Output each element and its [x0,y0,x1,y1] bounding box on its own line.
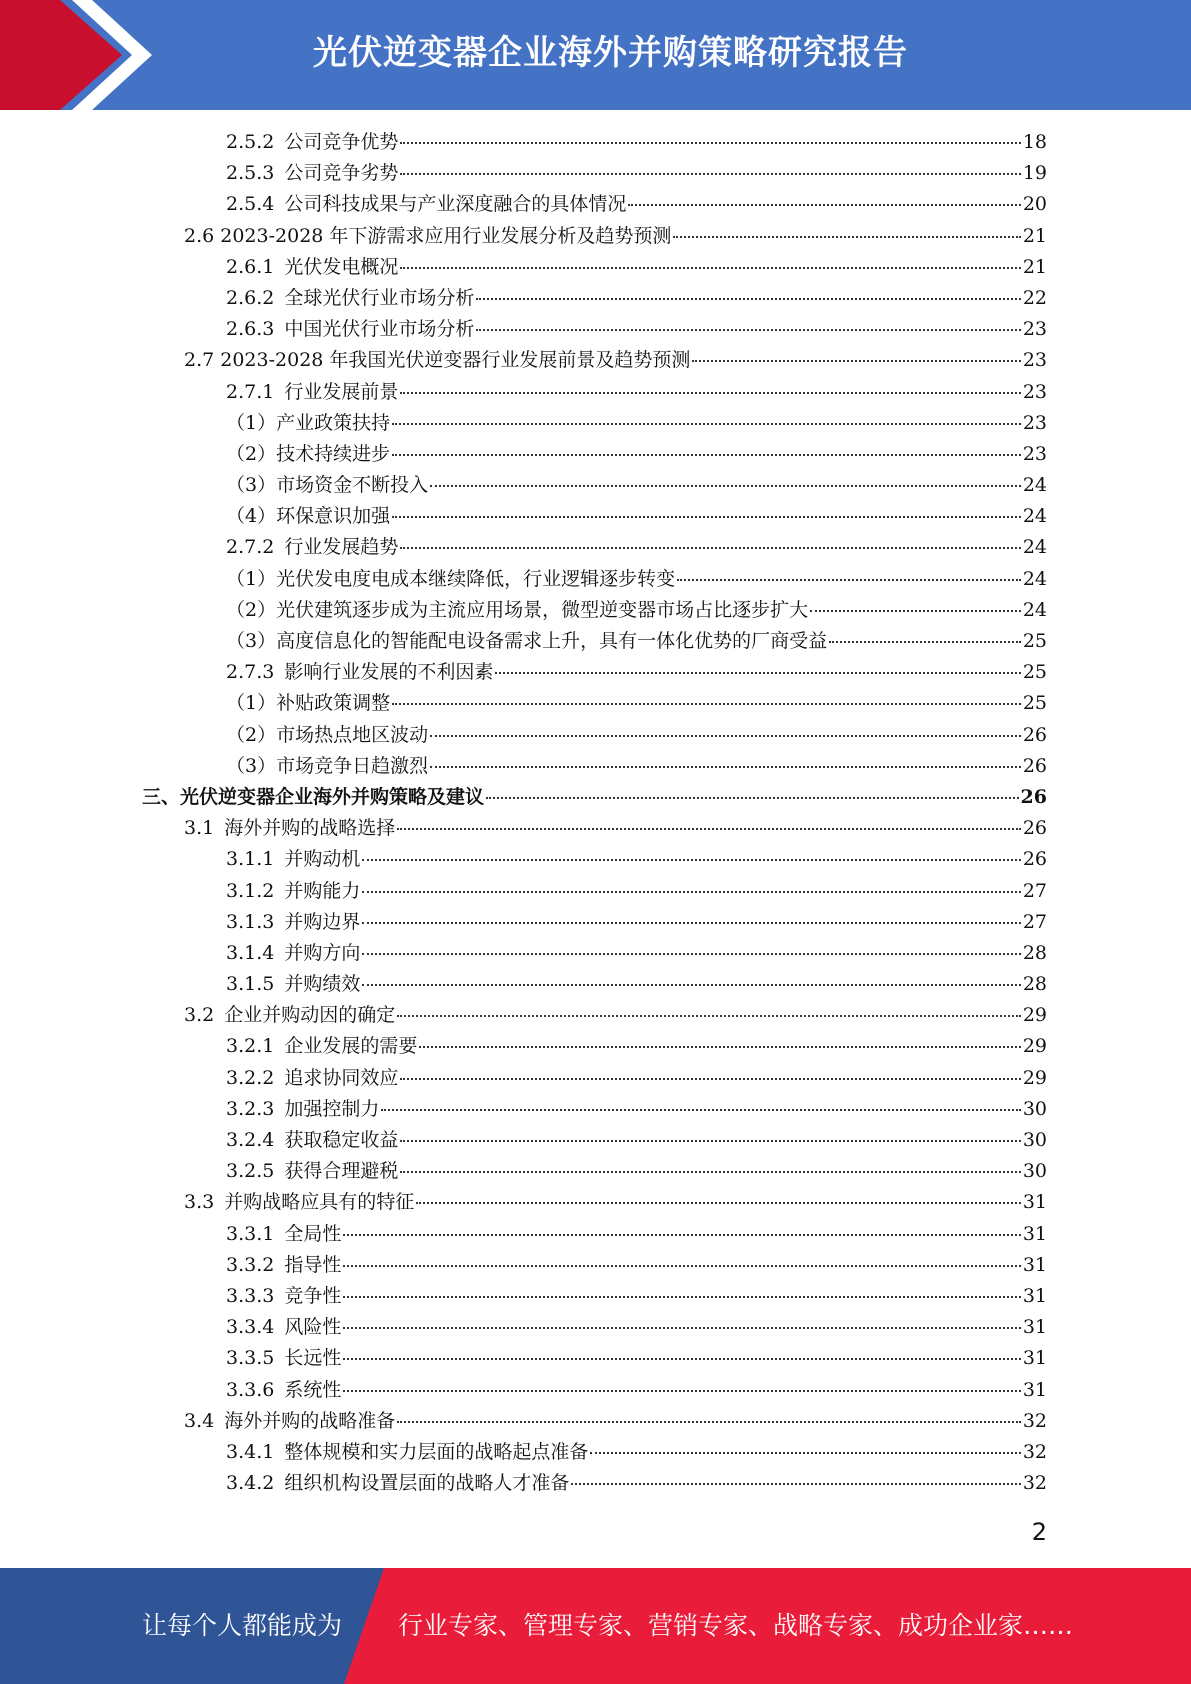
toc-dot-leader [430,485,1021,487]
toc-entry[interactable] [0,470,1191,501]
toc-entry-label [184,1000,395,1031]
toc-entry-number: 2.7.3 [226,661,275,684]
toc-entry-number: 3.3 [184,1191,215,1214]
toc-entry[interactable] [0,345,1191,376]
toc-dot-leader [476,329,1020,331]
toc-entry-number: 3.3.3 [226,1284,275,1307]
toc-entry-page: 24 [1022,505,1047,528]
toc-entry-label [226,1375,341,1406]
toc-entry-number: 3.2.4 [226,1129,275,1151]
toc-entry[interactable] [0,1031,1191,1062]
toc-entry-title: （3）高度信息化的智能配电设备需求上升，具有一体化优势的厂商受益 [226,630,828,652]
toc-entry-title: 影响行业发展的不利因素 [284,661,494,684]
toc-dot-leader [400,1171,1020,1173]
toc-entry-label [226,314,474,345]
toc-entry[interactable] [0,907,1191,938]
toc-dot-leader [476,298,1020,300]
toc-entry-title: （3）市场资金不断投入 [226,474,429,497]
toc-entry-label [226,127,398,158]
toc-entry[interactable] [0,1187,1191,1218]
toc-entry-title: 全局性 [284,1222,342,1245]
toc-entry-label [226,1312,341,1343]
toc-entry-number: 3.4.1 [226,1440,275,1463]
footer-slogan-left: 让每个人都能成为 [142,1611,343,1640]
toc-entry-title: 并购动机 [284,848,361,871]
toc-dot-leader [673,236,1020,238]
toc-dot-leader [628,204,1020,206]
toc-entry-title: 企业发展的需要 [284,1035,418,1058]
toc-entry[interactable] [0,439,1191,470]
toc-entry[interactable] [0,751,1191,782]
toc-dot-leader [397,1015,1021,1017]
toc-entry-page: 31 [1022,1316,1047,1339]
toc-dot-leader [416,1202,1021,1204]
toc-entry-title: 行业发展前景 [284,380,399,403]
toc-entry-title: （3）市场竞争日趋激烈 [226,754,429,777]
footer-slogan-right: 行业专家、管理专家、营销专家、战略专家、成功企业家…… [398,1611,1074,1640]
toc-entry[interactable] [0,314,1191,345]
toc-entry-number: 3.1 [184,817,215,840]
toc-entry-page: 31 [1022,1222,1047,1245]
toc-entry-number: 2.7.2 [226,536,275,559]
toc-entry[interactable] [0,782,1191,813]
toc-entry-page: 30 [1022,1129,1047,1151]
toc-entry-label [226,720,428,751]
toc-entry-label [226,1125,398,1156]
toc-dot-leader [590,1452,1020,1454]
toc-entry[interactable] [0,1312,1191,1343]
toc-entry-page: 31 [1022,1191,1047,1214]
toc-entry-title: 获取稳定收益 [284,1129,399,1151]
toc-entry-page: 26 [1020,785,1047,808]
toc-entry-page: 19 [1022,162,1047,185]
toc-entry-title: 组织机构设置层面的战略人才准备 [284,1472,570,1495]
toc-entry-title: 长远性 [284,1347,342,1370]
toc-entry[interactable] [0,283,1191,314]
toc-entry-label [226,283,474,314]
toc-entry-page: 31 [1022,1347,1047,1370]
toc-entry-label [226,657,493,688]
toc-entry[interactable] [0,564,1191,595]
toc-entry-number: 3.3.6 [226,1378,275,1401]
toc-dot-leader [392,703,1021,705]
toc-entry-title: 并购方向 [284,941,361,964]
toc-entry-label [226,688,390,719]
toc-entry[interactable] [0,377,1191,408]
toc-entry-label [142,782,484,813]
toc-entry[interactable] [0,688,1191,719]
toc-entry-label [226,1031,417,1062]
toc-entry-title: （1）光伏发电度电成本继续降低，行业逻辑逐步转变 [226,567,676,590]
toc-entry-page: 23 [1022,318,1047,341]
toc-entry[interactable] [0,127,1191,158]
toc-dot-leader [343,1390,1020,1392]
toc-dot-leader [430,735,1021,737]
toc-dot-leader [692,360,1020,362]
toc-entry[interactable] [0,876,1191,907]
toc-entry-page: 28 [1022,941,1047,964]
toc-entry-title: 系统性 [284,1378,342,1401]
toc-entry-label [226,189,626,220]
toc-entry-number: 2.5.2 [226,131,275,153]
toc-entry-label [226,158,398,189]
toc-entry-number: 2.6.3 [226,318,275,341]
toc-entry-title: 行业发展趋势 [284,536,399,559]
toc-entry-number: 2.6.1 [226,255,275,278]
page-footer [0,1568,1191,1684]
toc-entry-page: 25 [1022,661,1047,684]
toc-entry-label [226,626,827,657]
toc-entry-title: 风险性 [284,1316,342,1339]
toc-entry-page: 25 [1022,630,1047,652]
toc-entry-page: 24 [1022,474,1047,497]
toc-entry-number: 3.3.4 [226,1316,275,1339]
toc-entry-label [226,938,360,969]
toc-entry-number: 3.2.2 [226,1066,275,1089]
toc-entry[interactable] [0,1281,1191,1312]
toc-entry[interactable] [0,844,1191,875]
toc-entry-number: 3.2.5 [226,1160,275,1183]
toc-entry-label [226,1468,569,1499]
toc-entry-title: 光伏发电概况 [284,255,399,278]
page-header [0,0,1191,110]
toc-entry-page: 28 [1022,973,1047,996]
toc-entry[interactable] [0,720,1191,751]
table-of-contents [0,127,1191,1499]
toc-entry-number: 3.3.5 [226,1347,275,1370]
toc-dot-leader [400,547,1020,549]
toc-entry-number: 3.1.1 [226,848,275,871]
toc-entry-number: 2.5.3 [226,162,275,185]
toc-entry-number: 3.1.4 [226,941,275,964]
toc-entry[interactable] [0,657,1191,688]
toc-entry-page: 31 [1022,1284,1047,1307]
toc-entry-number: 3.1.2 [226,879,275,902]
toc-entry-title: （2）光伏建筑逐步成为主流应用场景，微型逆变器市场占比逐步扩大 [226,598,809,621]
toc-entry[interactable] [0,1375,1191,1406]
toc-dot-leader [392,423,1021,425]
toc-entry-title: 并购边界 [284,910,361,933]
toc-entry-title: 竞争性 [284,1284,342,1307]
toc-entry[interactable] [0,626,1191,657]
toc-entry-label [226,439,390,470]
toc-dot-leader [400,142,1020,144]
toc-entry-title: （2）市场热点地区波动 [226,723,429,746]
toc-entry-page: 25 [1022,692,1047,715]
toc-entry-page: 18 [1022,131,1047,153]
toc-entry[interactable] [0,1094,1191,1125]
toc-entry-title: 企业并购动因的确定 [224,1004,396,1027]
toc-entry-label [226,1063,398,1094]
toc-entry-number: 3.1.3 [226,910,275,933]
toc-entry-label [184,345,690,376]
toc-entry-title: （2）技术持续进步 [226,442,391,465]
toc-entry-label [226,532,398,563]
toc-entry[interactable] [0,501,1191,532]
toc-entry-label [226,1281,341,1312]
toc-entry-title: 追求协同效应 [284,1066,399,1089]
toc-entry[interactable] [0,813,1191,844]
toc-entry-page: 29 [1022,1004,1047,1027]
toc-dot-leader [486,797,1019,799]
toc-entry-label [226,1343,341,1374]
toc-dot-leader [343,1265,1020,1267]
toc-entry-page: 26 [1022,723,1047,746]
toc-entry-page: 29 [1022,1066,1047,1089]
toc-entry-number: 3.3.2 [226,1253,275,1276]
toc-entry-page: 21 [1022,255,1047,278]
toc-dot-leader [495,672,1020,674]
toc-entry-page: 24 [1022,536,1047,559]
toc-entry-label [184,813,395,844]
toc-entry-page: 30 [1022,1160,1047,1183]
toc-entry-title: 整体规模和实力层面的战略起点准备 [284,1440,589,1463]
toc-entry[interactable] [0,252,1191,283]
toc-entry-page: 26 [1022,848,1047,871]
toc-dot-leader [392,454,1021,456]
toc-entry-number: 2.5.4 [226,193,275,216]
toc-entry-label [226,595,808,626]
toc-entry-title: 并购绩效 [284,973,361,996]
toc-entry-page: 21 [1022,224,1047,247]
toc-entry-page: 31 [1022,1253,1047,1276]
toc-dot-leader [400,1078,1020,1080]
toc-dot-leader [400,1140,1020,1142]
toc-entry-label [226,844,360,875]
toc-entry-number: 3.3.1 [226,1222,275,1245]
toc-dot-leader [362,984,1020,986]
toc-entry-label [184,221,671,252]
toc-entry[interactable] [0,969,1191,1000]
toc-entry-title: 并购能力 [284,879,361,902]
toc-entry-label [226,252,398,283]
toc-dot-leader [397,1421,1021,1423]
toc-entry-page: 26 [1022,817,1047,840]
toc-entry-title: 并购战略应具有的特征 [224,1191,415,1214]
toc-dot-leader [677,579,1021,581]
toc-entry-number: 3.1.5 [226,973,275,996]
toc-entry[interactable] [0,532,1191,563]
toc-entry-title: （1）补贴政策调整 [226,692,391,715]
toc-entry[interactable] [0,595,1191,626]
toc-entry-number: 2.7.1 [226,380,275,403]
toc-entry-page: 23 [1022,349,1047,372]
toc-dot-leader [810,610,1021,612]
toc-dot-leader [343,1327,1020,1329]
toc-entry-number: 3.2 [184,1004,215,1027]
toc-entry[interactable] [0,1468,1191,1499]
toc-dot-leader [419,1046,1020,1048]
toc-entry[interactable] [0,1156,1191,1187]
toc-entry-title: 海外并购的战略准备 [224,1409,396,1432]
toc-entry-page: 32 [1022,1440,1047,1463]
toc-entry[interactable] [0,1219,1191,1250]
toc-dot-leader [362,859,1020,861]
toc-entry-label [226,377,398,408]
toc-entry-label [226,969,360,1000]
toc-entry[interactable] [0,189,1191,220]
toc-entry-label [226,408,390,439]
toc-entry[interactable] [0,1406,1191,1437]
toc-entry-page: 30 [1022,1097,1047,1120]
toc-entry-label [226,876,360,907]
toc-dot-leader [362,891,1020,893]
toc-entry-label [226,751,428,782]
toc-entry-label [226,564,675,595]
toc-entry-page: 23 [1022,411,1047,434]
toc-entry-title: 海外并购的战略选择 [224,817,396,840]
toc-entry-title: 三、光伏逆变器企业海外并购策略及建议 [142,785,485,808]
toc-entry-number: 2.6.2 [226,286,275,309]
toc-entry-page: 31 [1022,1378,1047,1401]
toc-entry-page: 24 [1022,567,1047,590]
page-number: 2 [1031,1518,1047,1546]
toc-entry[interactable] [0,158,1191,189]
toc-entry[interactable] [0,1437,1191,1468]
toc-entry-title: （1）产业政策扶持 [226,411,391,434]
toc-dot-leader [571,1483,1020,1485]
toc-dot-leader [397,828,1021,830]
toc-entry-label [226,470,428,501]
toc-entry[interactable] [0,1063,1191,1094]
toc-entry-title: 公司竞争优势 [284,131,399,153]
toc-entry-page: 24 [1022,598,1047,621]
toc-entry[interactable] [0,221,1191,252]
toc-entry-label [226,1250,341,1281]
toc-entry-title: 中国光伏行业市场分析 [284,318,475,341]
toc-dot-leader [343,1234,1020,1236]
toc-entry-page: 32 [1022,1472,1047,1495]
toc-entry-title: 公司科技成果与产业深度融合的具体情况 [284,193,627,216]
toc-dot-leader [400,173,1020,175]
toc-entry-page: 27 [1022,910,1047,933]
toc-dot-leader [400,267,1020,269]
toc-entry[interactable] [0,938,1191,969]
toc-dot-leader [362,922,1020,924]
toc-entry-page: 29 [1022,1035,1047,1058]
toc-entry-number: 3.4.2 [226,1472,275,1495]
toc-entry-page: 27 [1022,879,1047,902]
toc-entry[interactable] [0,1125,1191,1156]
toc-dot-leader [381,1109,1020,1111]
toc-dot-leader [362,953,1020,955]
toc-entry-label [226,1219,341,1250]
toc-entry-page: 23 [1022,380,1047,403]
toc-entry-page: 26 [1022,754,1047,777]
toc-entry-title: （4）环保意识加强 [226,505,391,528]
toc-entry-title: 获得合理避税 [284,1160,399,1183]
toc-entry-label [184,1187,414,1218]
toc-dot-leader [392,516,1021,518]
toc-dot-leader [400,392,1020,394]
toc-entry-title: 全球光伏行业市场分析 [284,286,475,309]
toc-entry-page: 23 [1022,442,1047,465]
toc-entry[interactable] [0,408,1191,439]
toc-entry-title: 加强控制力 [284,1097,380,1120]
toc-entry[interactable] [0,1000,1191,1031]
toc-entry-number: 3.2.3 [226,1097,275,1120]
toc-dot-leader [343,1296,1020,1298]
toc-entry-page: 20 [1022,193,1047,216]
toc-entry-label [226,1156,398,1187]
toc-entry-label [226,501,390,532]
toc-entry-title: 指导性 [284,1253,342,1276]
toc-entry-label [226,1094,379,1125]
toc-dot-leader [430,766,1021,768]
header-title: 光伏逆变器企业海外并购策略研究报告 [313,33,908,73]
toc-entry-number: 3.4 [184,1409,215,1432]
toc-entry-label [226,907,360,938]
toc-dot-leader [343,1358,1020,1360]
toc-entry[interactable] [0,1343,1191,1374]
toc-entry-page: 32 [1022,1409,1047,1432]
toc-entry-page: 22 [1022,286,1047,309]
toc-entry-title: 2.6 2023-2028 年下游需求应用行业发展分析及趋势预测 [184,224,672,247]
toc-entry-number: 3.2.1 [226,1035,275,1058]
toc-entry-title: 公司竞争劣势 [284,162,399,185]
toc-dot-leader [829,641,1021,643]
toc-entry-label [226,1437,588,1468]
toc-entry-title: 2.7 2023-2028 年我国光伏逆变器行业发展前景及趋势预测 [184,349,691,372]
toc-entry[interactable] [0,1250,1191,1281]
toc-entry-label [184,1406,395,1437]
